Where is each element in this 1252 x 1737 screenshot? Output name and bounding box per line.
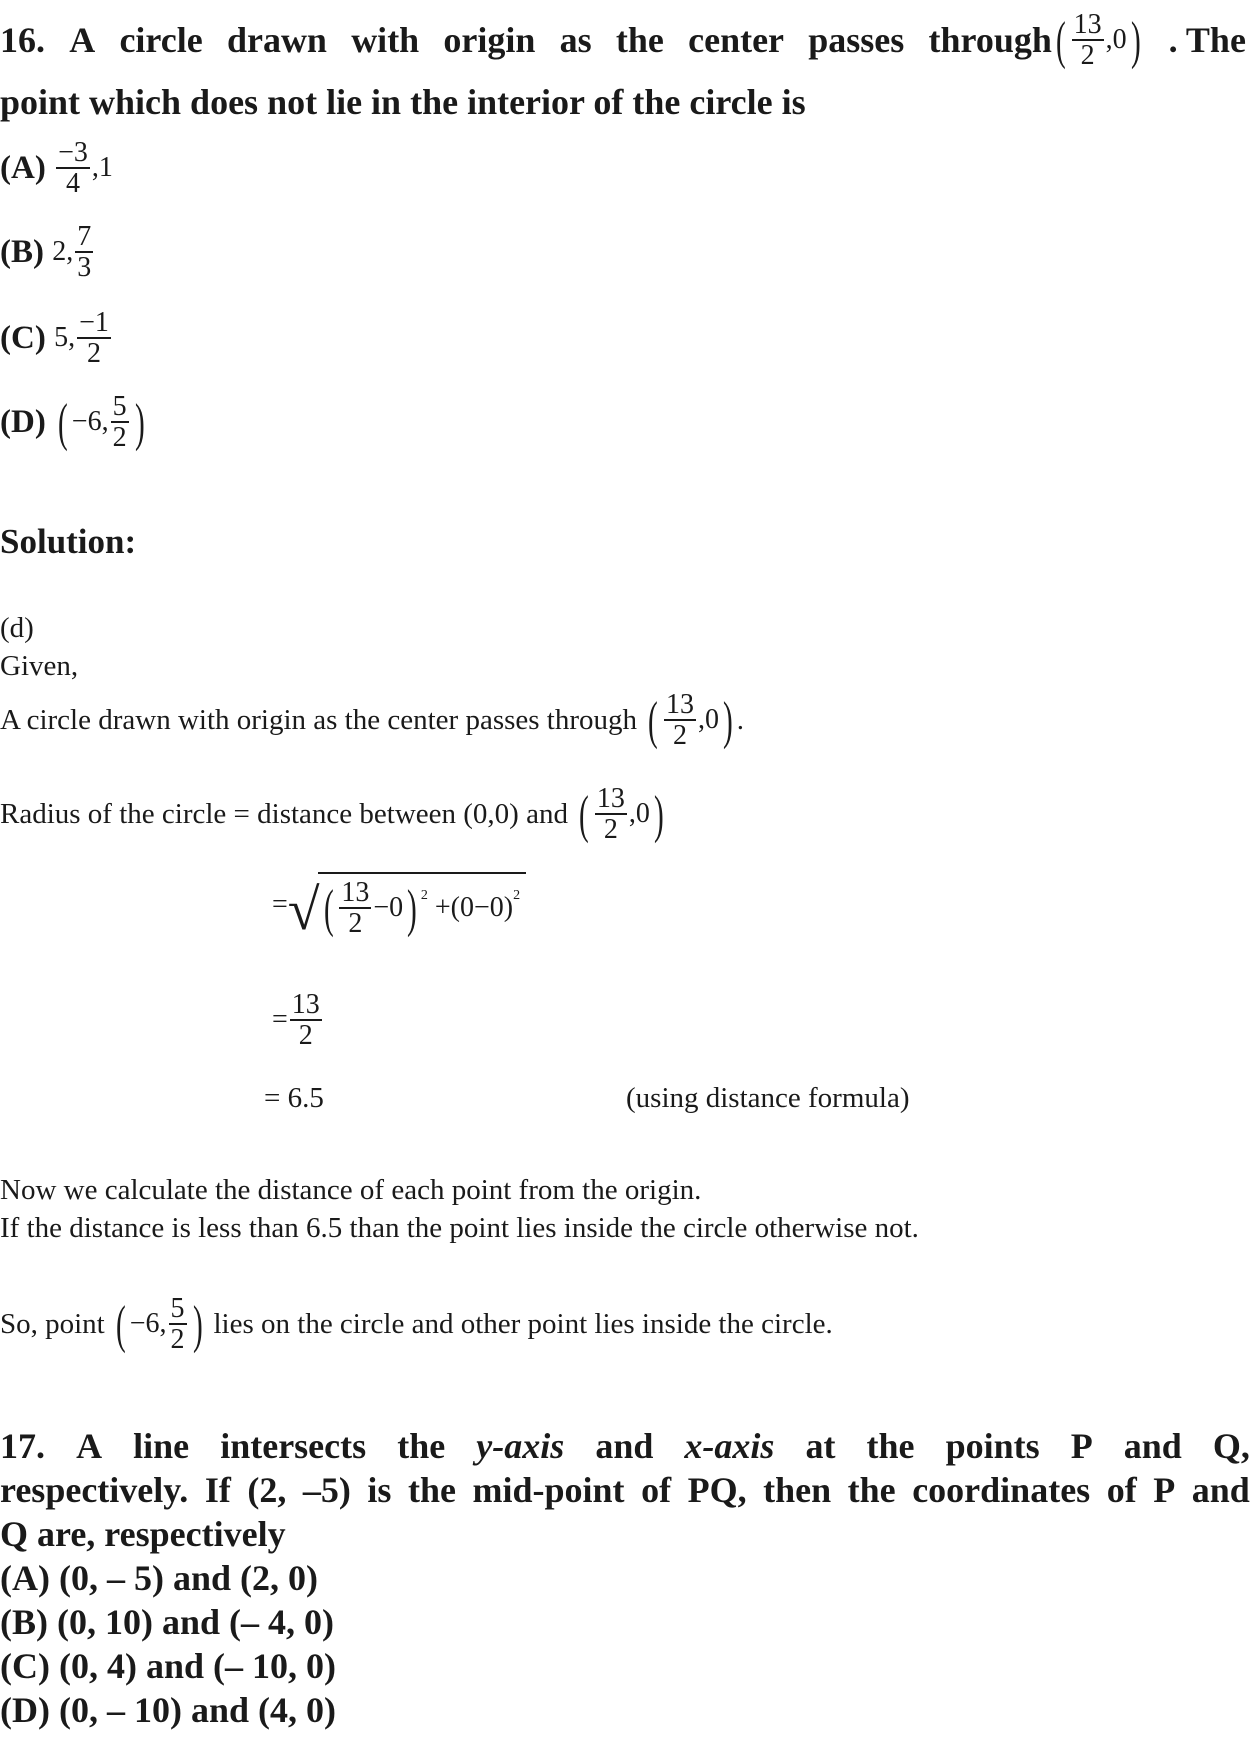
solution-step-note: (using distance formula) (626, 1082, 910, 1114)
q17-option-a: (A) (0, – 5) and (2, 0) (0, 1558, 318, 1598)
q16-word: origin (443, 20, 536, 61)
solution-step-sqrt: = √ ( $\frac{13}{2}$ −0 ) $^2$ +(0−0) $^2$ (272, 872, 526, 939)
q17-option-b: (B) (0, 10) and (– 4, 0) (0, 1602, 334, 1642)
q16-option-c: (C) 5, $\frac{-1}{2}$ (0, 307, 109, 370)
q16-word: passes (808, 20, 905, 61)
q16-option-b: (B) 2, $\frac{7}{3}$ (0, 221, 92, 284)
solution-radius-line: Radius of the circle = distance between (0,0) and ( $\frac{13}{2}$ ,0 ) (0, 783, 664, 846)
q16-question-line2: point which does not lie in the interior of the circle is (0, 82, 806, 122)
solution-step-fraction: = $\frac{13}{2}$ (272, 989, 320, 1052)
q16-word: drawn (226, 20, 327, 61)
solution-now-line: Now we calculate the distance of each point from the origin. (0, 1174, 702, 1206)
sqrt-symbol: √ ( $\frac{13}{2}$ −0 ) $^2$ +(0−0) $^2$ (288, 872, 526, 939)
q16-word: 16. (0, 20, 45, 61)
q16-word: the (615, 20, 664, 61)
solution-conclusion: So, point ( −6, $\frac{5}{2}$ ) lies on the circle and other point lies inside the circle. (0, 1293, 833, 1356)
q16-tail: . The (1168, 20, 1246, 61)
q16-word: center (688, 20, 785, 61)
q17-option-d: (D) (0, – 10) and (4, 0) (0, 1690, 336, 1730)
q16-word: circle (119, 20, 203, 61)
solution-step-result: = 6.5 (264, 1082, 324, 1114)
q16-word: with (351, 20, 420, 61)
solution-answer: (d) (0, 612, 34, 644)
solution-if-line: If the distance is less than 6.5 than the point lies inside the circle otherwise not. (0, 1212, 919, 1244)
q16-option-a: (A) $\frac{-3}{4}$ ,1 (0, 137, 113, 200)
q17-option-c: (C) (0, 4) and (– 10, 0) (0, 1646, 336, 1686)
q16-option-d: (D) ( −6, $\frac{5}{2}$ ) (0, 391, 145, 454)
q16-word: A (69, 20, 96, 61)
q17-question-line1: 17. A line intersects the y-axis and x-axis at the points P and Q, (0, 1426, 1250, 1466)
solution-circle-line: A circle drawn with origin as the center passes through ( $\frac{13}{2}$ ,0 ) . (0, 689, 744, 752)
solution-given: Given, (0, 650, 79, 682)
q17-question-line3: Q are, respectively (0, 1514, 286, 1554)
q16-question-line1 (0, 10, 1246, 71)
solution-heading: Solution: (0, 522, 137, 561)
q16-point-expression: ( $\frac{13}{2}$ ,0 ) (1055, 9, 1141, 72)
q17-question-line2: respectively. If (2, –5) is the mid-point of PQ, then the coordinates of P and (0, 1470, 1250, 1510)
q16-word: through (928, 20, 1052, 61)
q16-word: as (559, 20, 592, 61)
